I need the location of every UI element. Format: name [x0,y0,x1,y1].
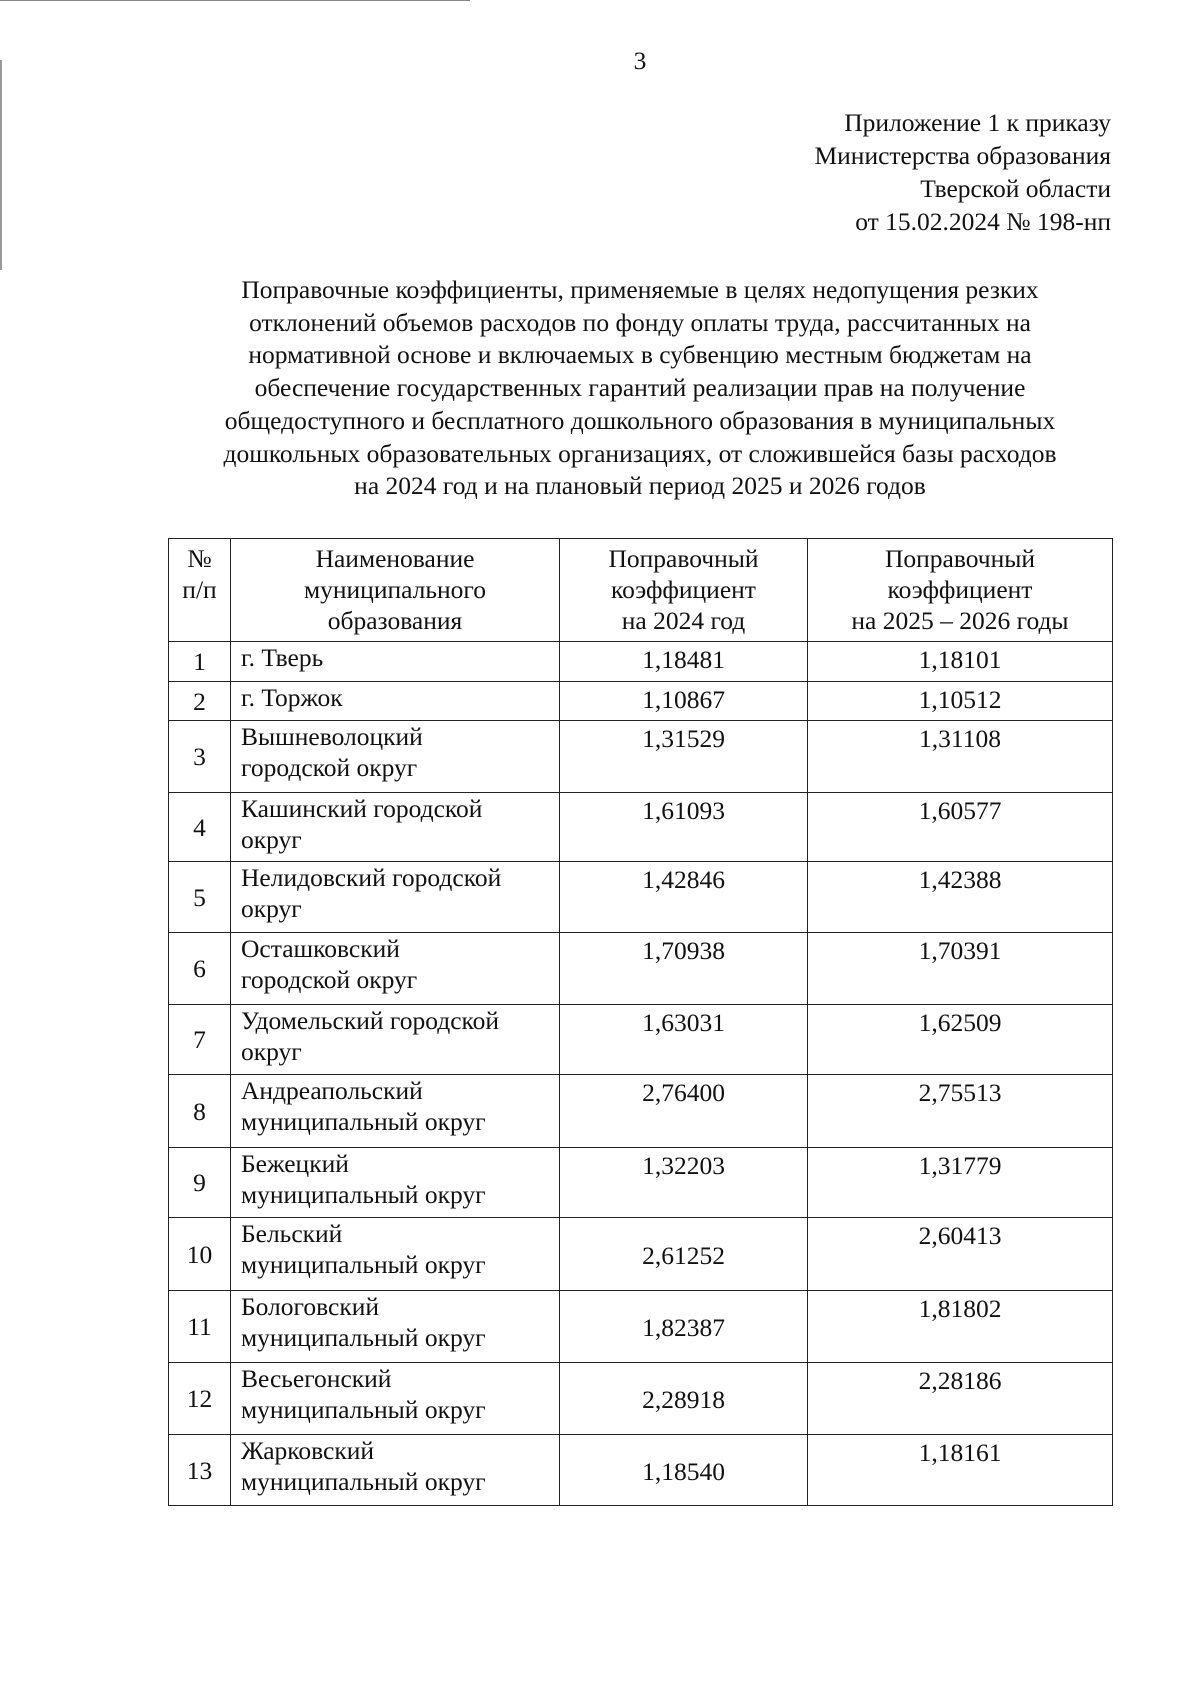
row-number: 4 [169,793,231,862]
coef-2024: 1,31529 [560,721,808,793]
row-number: 2 [169,682,231,721]
municipality-name: Бежецкий муниципальный округ [231,1148,560,1218]
table-row [169,1435,1113,1506]
row-number: 11 [169,1291,231,1363]
table-header-row [169,539,1113,642]
municipality-name: Жарковский муниципальный округ [231,1435,560,1506]
coef-2025-2026: 1,60577 [808,793,1113,862]
coef-2025-2026: 2,60413 [808,1218,1113,1291]
header-coef-2024: Поправочный коэффициент на 2024 год [560,539,808,642]
table-row [169,1363,1113,1435]
table-row [169,682,1113,721]
table-row [169,642,1113,682]
municipality-name: г. Торжок [231,682,560,721]
title-line: дошкольных образовательных организациях, от сложившейся базы расходов [223,438,1057,468]
coef-2024: 1,61093 [560,793,808,862]
coef-2024: 1,42846 [560,862,808,933]
table-row [169,1005,1113,1075]
coef-2025-2026: 1,70391 [808,933,1113,1005]
municipality-name: Осташковский городской округ [231,933,560,1005]
table-row [169,1218,1113,1291]
row-number: 12 [169,1363,231,1435]
title-line: Поправочные коэффициенты, применяемые в целях недопущения резких [241,275,1039,304]
row-number: 7 [169,1005,231,1075]
header-coef-2025-2026: Поправочный коэффициент на 2025 – 2026 годы [808,539,1113,642]
row-number: 3 [169,721,231,793]
municipality-name: Удомельский городской округ [231,1005,560,1075]
appendix-line: Тверской области [920,174,1111,203]
title-line: обеспечение государственных гарантий реализации прав на получение [254,373,1026,403]
row-number: 10 [169,1218,231,1291]
coef-2025-2026: 1,18101 [808,642,1113,682]
table-row [169,1148,1113,1218]
row-number: 13 [169,1435,231,1506]
coef-2024: 1,32203 [560,1148,808,1218]
municipality-name: Андреапольский муниципальный округ [231,1075,560,1148]
header-name: Наименование муниципального образования [231,539,560,642]
header-number: № п/п [169,539,231,642]
table-row [169,1075,1113,1148]
title-line: нормативной основе и включаемых в субвенцию местным бюджетам на [248,340,1032,370]
row-number: 1 [169,642,231,682]
coef-2024: 1,18481 [560,642,808,682]
municipality-name: Вышневолоцкий городской округ [231,721,560,793]
table-row [169,793,1113,862]
coef-2025-2026: 1,31779 [808,1148,1113,1218]
coef-2025-2026: 1,18161 [808,1435,1113,1506]
page-number: 3 [633,46,647,75]
coef-2024: 1,10867 [560,682,808,721]
municipality-name: Кашинский городской округ [231,793,560,862]
table-row [169,721,1113,793]
coef-2025-2026: 2,75513 [808,1075,1113,1148]
coefficients-table [168,538,1113,1506]
row-number: 6 [169,933,231,1005]
appendix-line: Приложение 1 к приказу [844,108,1111,137]
appendix-line: Министерства образования [814,141,1111,170]
title-line: на 2024 год и на плановый период 2025 и 2026 годов [354,471,926,501]
coef-2024: 1,82387 [560,1291,808,1363]
coef-2025-2026: 1,81802 [808,1291,1113,1363]
row-number: 5 [169,862,231,933]
table-row [169,862,1113,933]
coef-2024: 2,76400 [560,1075,808,1148]
coef-2025-2026: 1,42388 [808,862,1113,933]
municipality-name: Нелидовский городской округ [231,862,560,933]
row-number: 9 [169,1148,231,1218]
coef-2024: 2,28918 [560,1363,808,1435]
title-line: отклонений объемов расходов по фонду оплаты труда, рассчитанных на [249,307,1031,337]
document-title [150,274,1130,503]
coef-2024: 1,70938 [560,933,808,1005]
row-number: 8 [169,1075,231,1148]
municipality-name: Бологовский муниципальный округ [231,1291,560,1363]
coef-2025-2026: 1,10512 [808,682,1113,721]
coef-2024: 2,61252 [560,1218,808,1291]
municipality-name: Бельский муниципальный округ [231,1218,560,1291]
scan-edge-mark [0,60,2,270]
coef-2024: 1,63031 [560,1005,808,1075]
table-row [169,933,1113,1005]
coef-2025-2026: 2,28186 [808,1363,1113,1435]
appendix-line: от 15.02.2024 № 198-нп [855,207,1111,236]
coef-2025-2026: 1,62509 [808,1005,1113,1075]
coef-2025-2026: 1,31108 [808,721,1113,793]
table-row [169,1291,1113,1363]
municipality-name: Весьегонский муниципальный округ [231,1363,560,1435]
scan-edge-line [0,0,470,1]
coef-2024: 1,18540 [560,1435,808,1506]
title-line: общедоступного и бесплатного дошкольного образования в муниципальных [224,405,1056,435]
municipality-name: г. Тверь [231,642,560,682]
appendix-header [814,106,1111,238]
